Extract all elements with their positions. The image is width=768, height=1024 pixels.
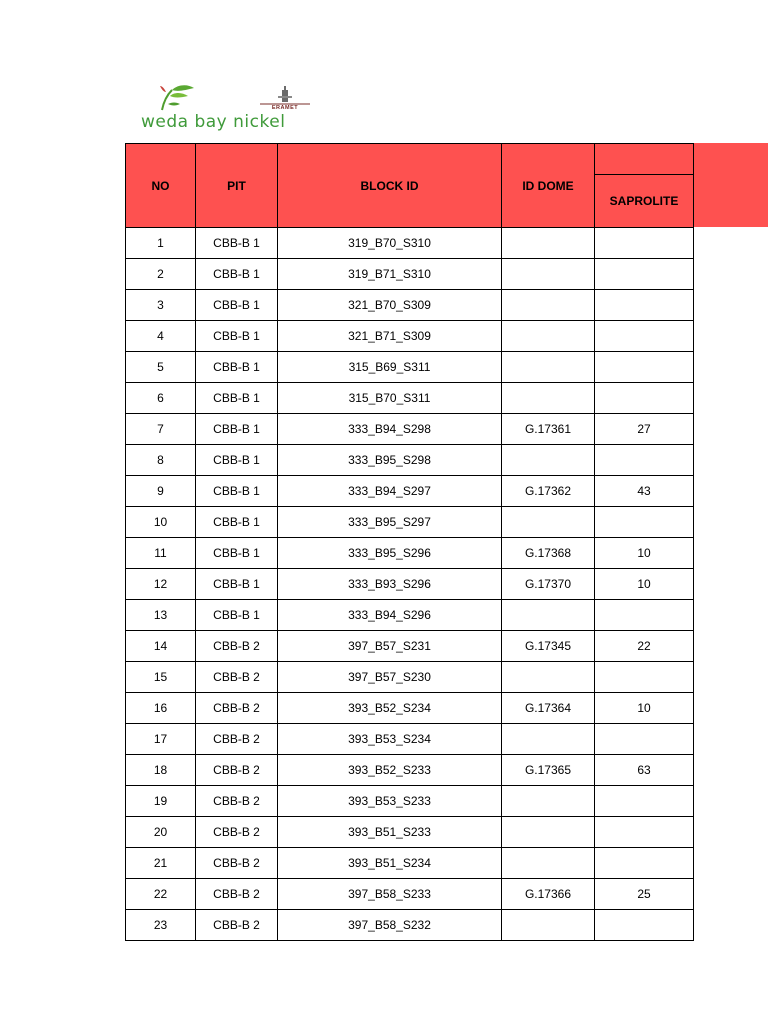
table-row	[126, 352, 694, 383]
cell-id-dome: G.17366	[502, 879, 595, 910]
table-row	[126, 538, 694, 569]
cell-pit: CBB-B 2	[196, 848, 278, 879]
cell-pit: CBB-B 1	[196, 538, 278, 569]
table-row	[126, 507, 694, 538]
table-row	[126, 693, 694, 724]
cell-saprolite	[595, 352, 694, 383]
tower-icon	[256, 86, 314, 106]
cell-saprolite	[595, 321, 694, 352]
table-row	[126, 631, 694, 662]
table-row	[126, 817, 694, 848]
cell-block-id: 333_B95_S296	[278, 538, 502, 569]
cell-block-id: 393_B52_S234	[278, 693, 502, 724]
cell-saprolite	[595, 383, 694, 414]
cell-id-dome	[502, 848, 595, 879]
cell-saprolite	[595, 662, 694, 693]
table-row	[126, 724, 694, 755]
cell-block-id: 319_B71_S310	[278, 259, 502, 290]
cell-saprolite	[595, 259, 694, 290]
table-row	[126, 445, 694, 476]
cell-pit: CBB-B 1	[196, 352, 278, 383]
cell-no: 18	[126, 755, 196, 786]
header-no: NO	[126, 144, 196, 228]
cell-saprolite: 10	[595, 693, 694, 724]
cell-saprolite: 43	[595, 476, 694, 507]
cell-no: 6	[126, 383, 196, 414]
cell-block-id: 333_B95_S297	[278, 507, 502, 538]
cell-block-id: 393_B52_S233	[278, 755, 502, 786]
cell-id-dome	[502, 786, 595, 817]
cell-id-dome: G.17370	[502, 569, 595, 600]
cell-id-dome: G.17362	[502, 476, 595, 507]
cell-no: 22	[126, 879, 196, 910]
cell-saprolite: 27	[595, 414, 694, 445]
cell-block-id: 333_B95_S298	[278, 445, 502, 476]
cell-saprolite	[595, 290, 694, 321]
cell-block-id: 393_B53_S234	[278, 724, 502, 755]
cell-id-dome	[502, 290, 595, 321]
cell-id-dome: G.17368	[502, 538, 595, 569]
brand-text: weda bay nickel	[141, 112, 286, 132]
cell-saprolite	[595, 507, 694, 538]
cell-id-dome: G.17361	[502, 414, 595, 445]
table-row	[126, 259, 694, 290]
table-row	[126, 848, 694, 879]
cell-saprolite: 22	[595, 631, 694, 662]
cell-no: 12	[126, 569, 196, 600]
cell-id-dome	[502, 662, 595, 693]
cell-id-dome	[502, 228, 595, 259]
cell-block-id: 397_B57_S230	[278, 662, 502, 693]
cell-saprolite: 10	[595, 569, 694, 600]
cell-id-dome	[502, 817, 595, 848]
cell-id-dome	[502, 321, 595, 352]
cell-no: 10	[126, 507, 196, 538]
table-row	[126, 290, 694, 321]
cell-pit: CBB-B 1	[196, 569, 278, 600]
header-id-dome: ID DOME	[502, 144, 595, 228]
cell-block-id: 333_B94_S298	[278, 414, 502, 445]
table-row	[126, 910, 694, 941]
cell-no: 21	[126, 848, 196, 879]
table-row	[126, 383, 694, 414]
cell-no: 11	[126, 538, 196, 569]
leaf-icon	[158, 82, 198, 112]
table-row	[126, 321, 694, 352]
cell-pit: CBB-B 1	[196, 507, 278, 538]
cell-pit: CBB-B 1	[196, 383, 278, 414]
cell-no: 4	[126, 321, 196, 352]
company-logo	[138, 82, 343, 138]
cell-block-id: 321_B71_S309	[278, 321, 502, 352]
table-row	[126, 786, 694, 817]
cell-no: 14	[126, 631, 196, 662]
cell-block-id: 393_B53_S233	[278, 786, 502, 817]
cell-block-id: 393_B51_S233	[278, 817, 502, 848]
cell-block-id: 315_B69_S311	[278, 352, 502, 383]
cell-no: 23	[126, 910, 196, 941]
cell-no: 16	[126, 693, 196, 724]
cell-block-id: 393_B51_S234	[278, 848, 502, 879]
cell-block-id: 397_B58_S232	[278, 910, 502, 941]
cell-id-dome	[502, 259, 595, 290]
cell-block-id: 315_B70_S311	[278, 383, 502, 414]
cell-block-id: 333_B94_S297	[278, 476, 502, 507]
cell-saprolite	[595, 445, 694, 476]
cell-block-id: 333_B93_S296	[278, 569, 502, 600]
cell-no: 8	[126, 445, 196, 476]
cell-pit: CBB-B 2	[196, 817, 278, 848]
cell-pit: CBB-B 2	[196, 693, 278, 724]
cell-id-dome	[502, 383, 595, 414]
cell-pit: CBB-B 1	[196, 445, 278, 476]
cell-pit: CBB-B 2	[196, 755, 278, 786]
cell-no: 13	[126, 600, 196, 631]
cell-no: 15	[126, 662, 196, 693]
cell-pit: CBB-B 1	[196, 259, 278, 290]
cell-saprolite	[595, 786, 694, 817]
header-group	[595, 144, 694, 175]
cell-id-dome	[502, 445, 595, 476]
eramet-label: ERAMET	[271, 105, 299, 111]
eramet-logo	[256, 86, 314, 114]
cell-saprolite	[595, 228, 694, 259]
table-row	[126, 879, 694, 910]
cell-id-dome	[502, 600, 595, 631]
table-row	[126, 414, 694, 445]
cell-pit: CBB-B 1	[196, 414, 278, 445]
cell-id-dome: G.17364	[502, 693, 595, 724]
cell-block-id: 397_B58_S233	[278, 879, 502, 910]
cell-no: 2	[126, 259, 196, 290]
cell-no: 7	[126, 414, 196, 445]
cell-block-id: 321_B70_S309	[278, 290, 502, 321]
cell-pit: CBB-B 2	[196, 910, 278, 941]
cell-saprolite: 25	[595, 879, 694, 910]
cell-pit: CBB-B 2	[196, 879, 278, 910]
cell-saprolite: 63	[595, 755, 694, 786]
header-block-id: BLOCK ID	[278, 144, 502, 228]
cell-pit: CBB-B 2	[196, 631, 278, 662]
cell-id-dome	[502, 910, 595, 941]
cell-block-id: 397_B57_S231	[278, 631, 502, 662]
cell-saprolite	[595, 817, 694, 848]
table-row	[126, 476, 694, 507]
cell-no: 3	[126, 290, 196, 321]
cell-no: 5	[126, 352, 196, 383]
cell-pit: CBB-B 1	[196, 476, 278, 507]
cell-block-id: 333_B94_S296	[278, 600, 502, 631]
cell-id-dome	[502, 507, 595, 538]
table-row	[126, 228, 694, 259]
cell-saprolite	[595, 724, 694, 755]
header-saprolite: SAPROLITE	[595, 175, 694, 228]
cell-no: 17	[126, 724, 196, 755]
block-table	[125, 143, 694, 941]
cell-pit: CBB-B 1	[196, 290, 278, 321]
cell-saprolite: 10	[595, 538, 694, 569]
cell-pit: CBB-B 2	[196, 786, 278, 817]
cell-saprolite	[595, 910, 694, 941]
cell-id-dome	[502, 724, 595, 755]
table-row	[126, 600, 694, 631]
cell-id-dome: G.17365	[502, 755, 595, 786]
table-row	[126, 755, 694, 786]
cell-pit: CBB-B 1	[196, 321, 278, 352]
cell-pit: CBB-B 1	[196, 600, 278, 631]
cell-pit: CBB-B 2	[196, 724, 278, 755]
cell-id-dome	[502, 352, 595, 383]
cell-no: 9	[126, 476, 196, 507]
table-row	[126, 569, 694, 600]
cell-no: 19	[126, 786, 196, 817]
header-pit: PIT	[196, 144, 278, 228]
cell-pit: CBB-B 2	[196, 662, 278, 693]
cell-pit: CBB-B 1	[196, 228, 278, 259]
table-body	[126, 228, 694, 941]
table-row	[126, 662, 694, 693]
cell-saprolite	[595, 848, 694, 879]
header-extension	[694, 143, 768, 227]
cell-id-dome: G.17345	[502, 631, 595, 662]
cell-block-id: 319_B70_S310	[278, 228, 502, 259]
cell-no: 20	[126, 817, 196, 848]
cell-saprolite	[595, 600, 694, 631]
cell-no: 1	[126, 228, 196, 259]
